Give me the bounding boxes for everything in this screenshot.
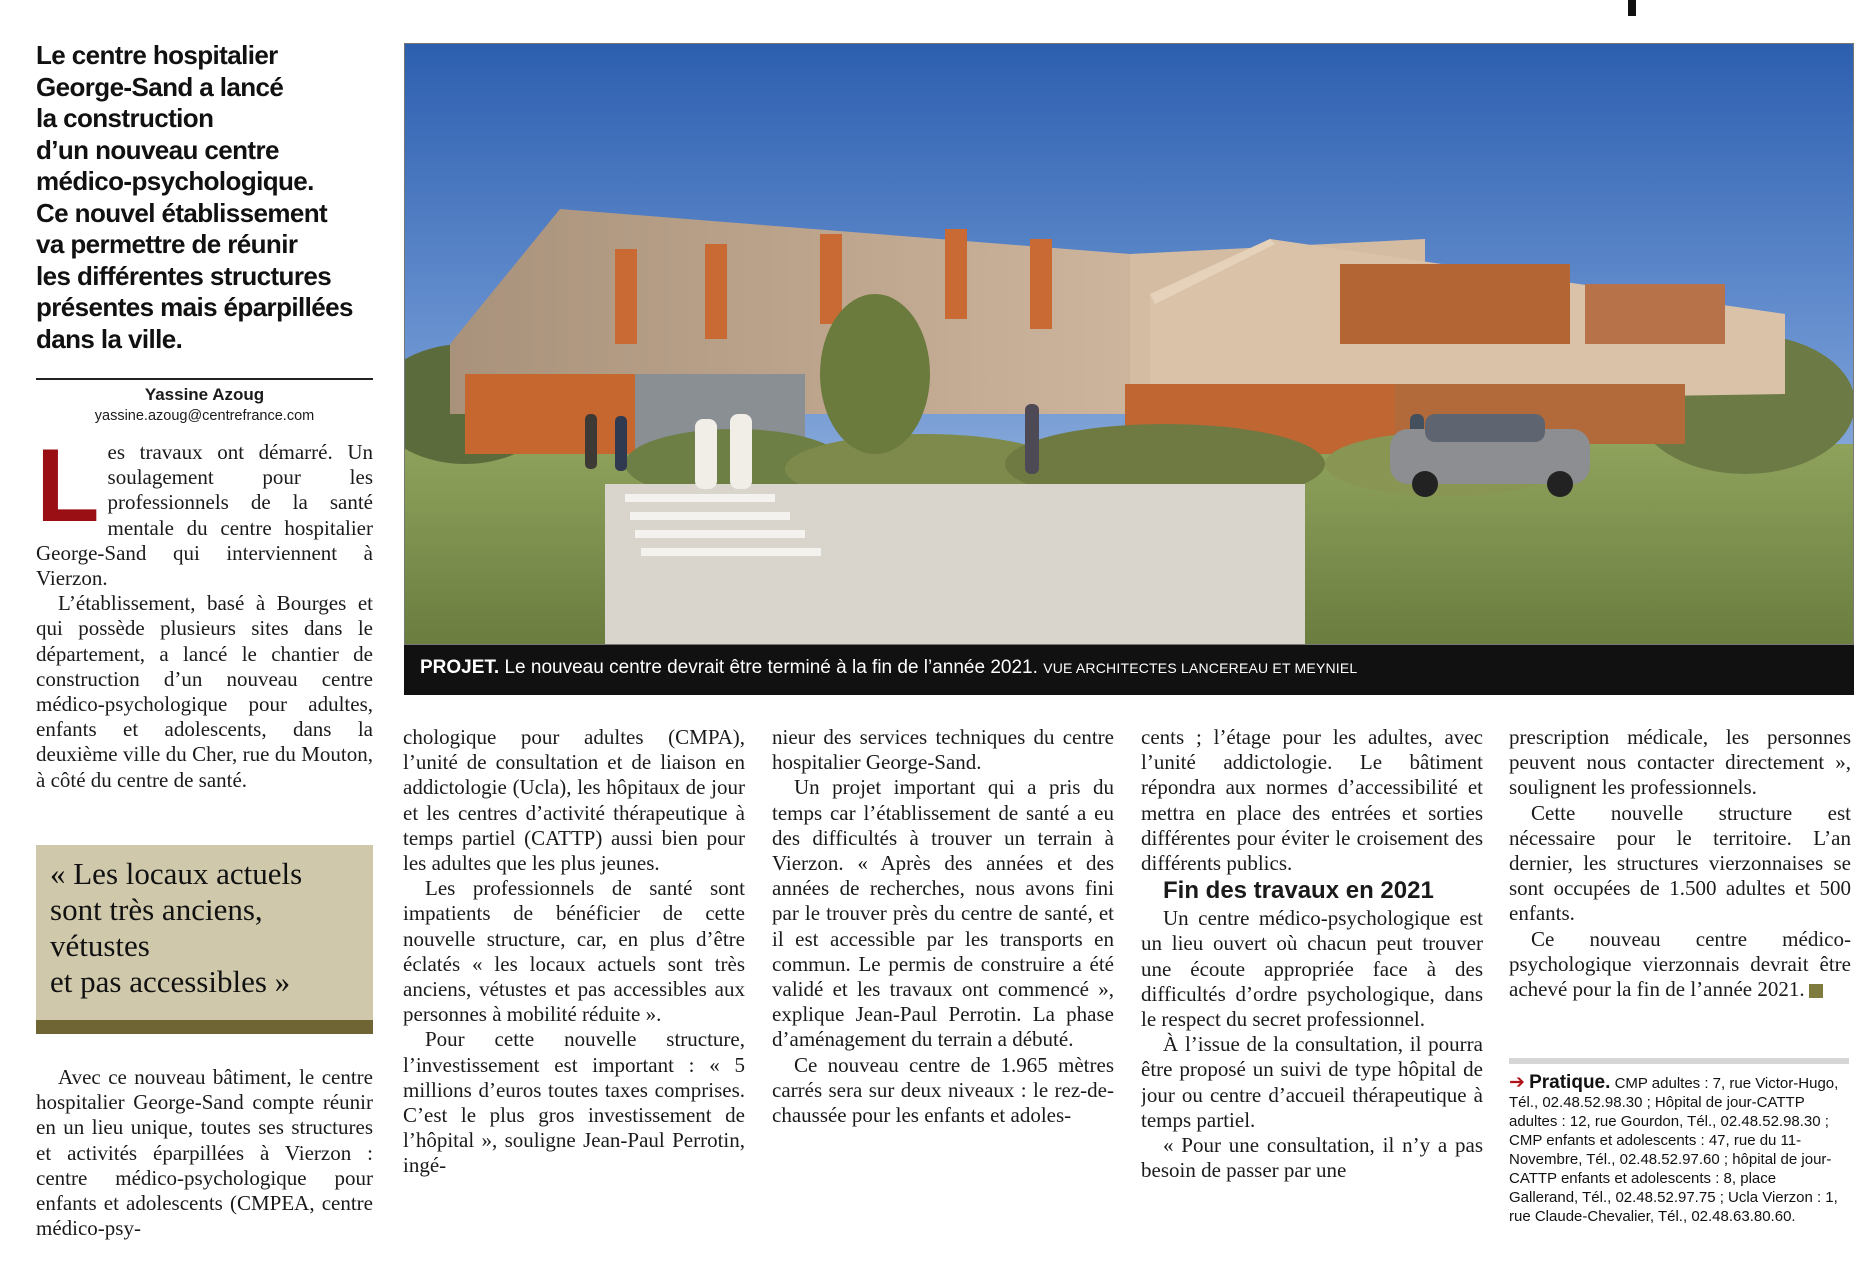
article-paragraph: prescription médicale, les personnes peuvent nous contacter directement », soulignent les professionnels. (1509, 725, 1851, 800)
article-paragraph: Un centre médico-psychologique est un lieu ouvert où chacun peut trouver une écoute appropriée face à des difficultés d’ordre psychologique, dans le respect du secret professionnel. (1141, 906, 1483, 1032)
photo-caption (420, 657, 1357, 679)
article-column-4 (1141, 725, 1483, 1275)
lead-line: va permettre de réunir (36, 229, 298, 259)
pull-quote-line: vétustes (50, 928, 150, 963)
article-column-5 (1509, 725, 1851, 1045)
article-paragraph: cents ; l’étage pour les adultes, avec l’unité addictologie. Le bâtiment répondra aux normes d’accessibilité et mettra en place des entrées et sorties différentes pour éviter le croisement des différents publics. (1141, 725, 1483, 876)
pull-quote (50, 856, 370, 1000)
article-column-1-bottom (36, 1065, 373, 1270)
pull-quote-line: « Les locaux actuels (50, 856, 303, 891)
article-paragraph: Avec ce nouveau bâtiment, le centre hospitalier George-Sand compte réunir en un lieu unique, toutes ses structures et activités éparpillées à Vierzon : centre médico-psychologique pour enfants et adolescents (CMPEA, centre médico-psy- (36, 1065, 373, 1241)
lead-line: Le centre hospitalier (36, 40, 278, 70)
article-column-1-top (36, 440, 373, 822)
architect-rendering-photo (404, 43, 1854, 645)
caption-label: PROJET. (420, 657, 500, 678)
lead-line: d’un nouveau centre (36, 134, 279, 165)
lead-line: présentes mais éparpillées (36, 292, 353, 322)
lead-line: médico-psychologique. (36, 166, 314, 196)
lead-line: la construction (36, 103, 214, 133)
practical-info-label: Pratique. (1529, 1072, 1611, 1093)
article-paragraph: nieur des services techniques du centre hospitalier George-Sand. (772, 725, 1114, 775)
article-paragraph: chologique pour adultes (CMPA), l’unité de consultation et de liaison en addictologie (Ucla), les hôpitaux de jour et les centres d’activité thérapeutique à temps partiel (CATTP) aussi bien pour les adultes que les plus jeunes. (403, 725, 745, 876)
pull-quote-line: sont très anciens, (50, 892, 263, 927)
article-paragraph: « Pour une consultation, il n’y a pas besoin de passer par une (1141, 1133, 1483, 1183)
drop-cap: L (36, 440, 100, 544)
end-of-article-square-icon (1809, 984, 1823, 998)
article-column-2 (403, 725, 745, 1275)
page-marker (1628, 0, 1636, 16)
arrow-right-icon: ➔ (1509, 1072, 1525, 1093)
article-paragraph: L’établissement, basé à Bourges et qui possède plusieurs sites dans le département, a lancé le chantier de construction d’un nouveau centre médico-psychologique pour adultes, enfants et adolescents, dans la deuxième ville du Cher, rue du Mouton, à côté du centre de santé. (36, 591, 373, 792)
article-column-3 (772, 725, 1114, 1275)
caption-text: Le nouveau centre devrait être terminé à la fin de l’année 2021. (504, 657, 1038, 678)
byline-email[interactable]: yassine.azoug@centrefrance.com (94, 408, 315, 424)
article-paragraph: Un projet important qui a pris du temps car l’établissement de santé a eu des difficultés à trouver un terrain à Vierzon. « Après des années et des années de recherches, nous avons fini par le trouver près du centre de santé, et il est accessible par les transports en commun. Le permis de construire a été validé et les travaux ont commencé », explique Jean-Paul Perrotin. La phase d’aménagement du terrain a débuté. (772, 775, 1114, 1052)
lead-line: les différentes structures (36, 260, 332, 291)
pull-quote-line: et pas accessibles » (50, 964, 291, 999)
article-paragraph: Cette nouvelle structure est nécessaire pour le territoire. L’an dernier, les structures vierzonnaises se sont occupées de 1.500 adultes et 500 enfants. (1509, 800, 1851, 926)
practical-info-divider (1509, 1058, 1849, 1064)
article-paragraph: Les professionnels de santé sont impatients de bénéficier de cette nouvelle structure, car, en plus d’être éclatés « les locaux actuels sont très anciens, vétustes et pas accessibles aux personnes à mobilité réduite ». (403, 876, 745, 1027)
lead-line: Ce nouvel établissement (36, 197, 328, 228)
caption-credit: VUE ARCHITECTES LANCEREAU ET MEYNIEL (1043, 660, 1358, 676)
building-rendering-image (405, 44, 1853, 644)
article-lead (36, 40, 381, 355)
lead-line: dans la ville. (36, 323, 183, 354)
pull-quote-bar (36, 1020, 373, 1034)
byline-author: Yassine Azoug (144, 385, 265, 404)
practical-info-text: CMP adultes : 7, rue Victor-Hugo, Tél., 02.48.52.98.30 ; Hôpital de jour-CATTP adultes : 12, rue Gourdon, Tél., 02.48.52.98.30 ; CMP enfants et adolescents : 47, rue du 11-Novembre, Tél., 02.48.52.97.60 ; hôpital de jour-CATTP enfants et adolescents : 8, place Gallerand, Tél., 02.48.52.97.75 ; Ucla Vierzon : 1, rue Claude-Chevalier, Tél., 02.48.63.80.60. (1509, 1075, 1839, 1225)
article-paragraph: Ce nouveau centre médico-psychologique vierzonnais devrait être achevé pour la fin de l’année 2021. (1509, 926, 1851, 1002)
article-paragraph: Les travaux ont démarré. Un soulagement pour les professionnels de la santé mentale du centre hospitalier George-Sand qui interviennent à Vierzon. (36, 440, 373, 591)
article-paragraph: Ce nouveau centre de 1.965 mètres carrés sera sur deux niveaux : le rez-de-chaussée pour les enfants et adoles- (772, 1052, 1114, 1128)
photo-caption-bar (404, 645, 1854, 695)
byline-divider (36, 378, 373, 380)
lead-line: George-Sand a lancé (36, 71, 284, 102)
practical-info (1509, 1073, 1849, 1226)
article-subheading: Fin des travaux en 2021 (1163, 877, 1434, 905)
article-paragraph: À l’issue de la consultation, il pourra être proposé un suivi de type hôpital de jour ou centre d’accueil thérapeutique à temps partiel. (1141, 1032, 1483, 1132)
article-paragraph: Pour cette nouvelle structure, l’investissement est important : « 5 millions d’euros toutes taxes comprises. C’est le plus gros investissement de l’hôpital », souligne Jean-Paul Perrotin, ingé- (403, 1027, 745, 1178)
